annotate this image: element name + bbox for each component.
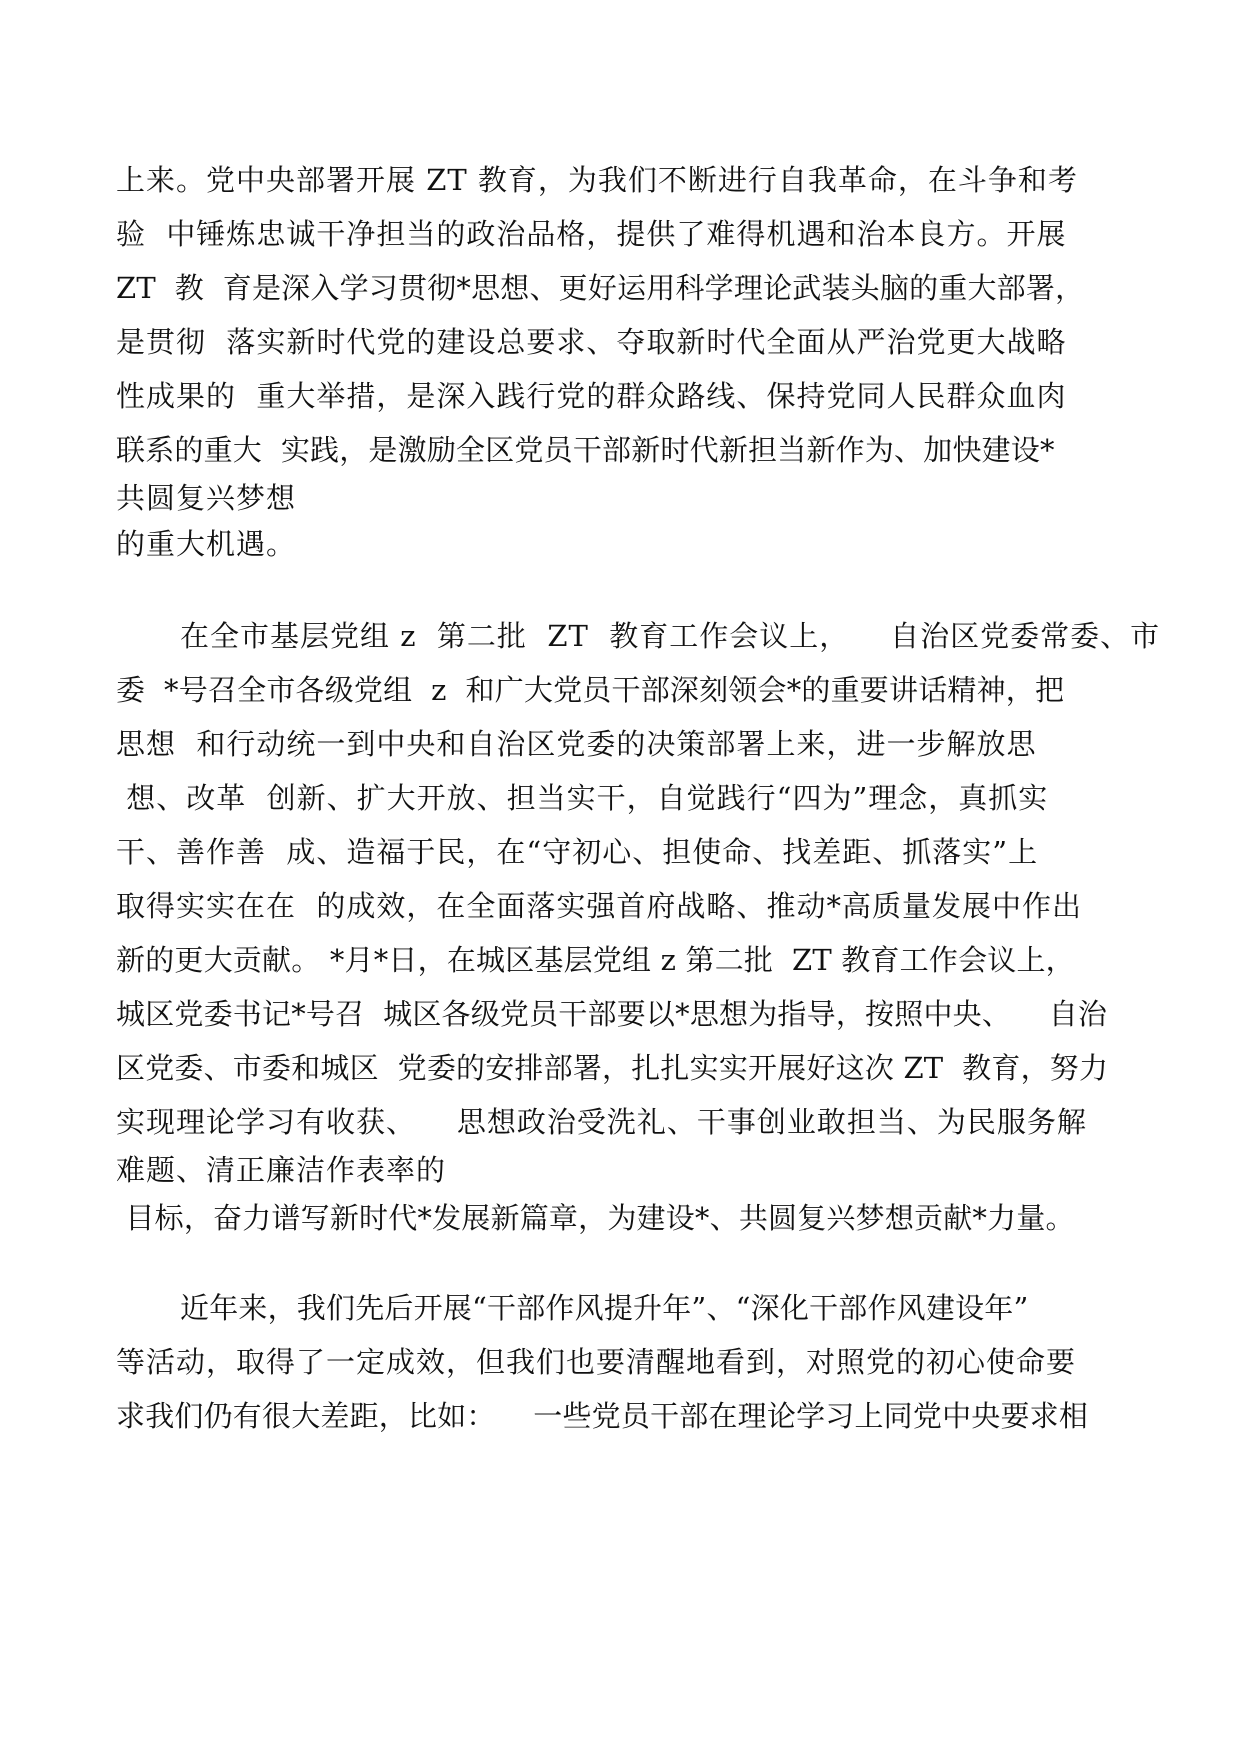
- paragraph-2-line-8: 城区党委书记*号召 城区各级党员干部要以*思想为指导，按照中央、 自治: [116, 997, 1108, 1031]
- paragraph-1-line-2: 验 中锤炼忠诚干净担当的政治品格，提供了难得机遇和治本良方。开展: [116, 217, 1067, 251]
- paragraph-2-line-2: 委 *号召全市各级党组 z 和广大党员干部深刻领会*的重要讲话精神，把: [116, 673, 1065, 707]
- paragraph-3-line-3: 求我们仍有很大差距，比如： 一些党员干部在理论学习上同党中央要求相: [116, 1399, 1089, 1433]
- paragraph-2-line-7: 新的更大贡献。 *月*日，在城区基层党组 z 第二批 ZT 教育工作会议上，: [116, 943, 1075, 977]
- paragraph-3-line-2: 等活动，取得了一定成效，但我们也要清醒地看到，对照党的初心使命要: [116, 1345, 1077, 1379]
- paragraph-2-line-3: 思想 和行动统一到中央和自治区党委的决策部署上来，进一步解放思: [116, 727, 1037, 761]
- paragraph-1-line-3: ZT 教 育是深入学习贯彻*思想、更好运用科学理论武装头脑的重大部署，: [116, 271, 1085, 305]
- paragraph-2-line-10: 实现理论学习有收获、 思想政治受洗礼、干事创业敢担当、为民服务解: [116, 1105, 1087, 1139]
- paragraph-1-line-1: 上来。党中央部署开展 ZT 教育，为我们不断进行自我革命，在斗争和考: [116, 163, 1078, 197]
- paragraph-2-line-5: 干、善作善 成、造福于民，在“守初心、担使命、找差距、抓落实”上: [116, 835, 1039, 869]
- paragraph-2-line-4: 想、改革 创新、扩大开放、担当实干，自觉践行“四为”理念，真抓实: [116, 781, 1049, 815]
- paragraph-2-line-1: 在全市基层党组 z 第二批 ZT 教育工作会议上， 自治区党委常委、市: [180, 619, 1161, 653]
- paragraph-2-line-12: 目标，奋力谱写新时代*发展新篇章，为建设*、共圆复兴梦想贡献*力量。: [116, 1201, 1075, 1235]
- paragraph-2-line-9: 区党委、市委和城区 党委的安排部署，扎扎实实开展好这次 ZT 教育，努力: [116, 1051, 1109, 1085]
- paragraph-2-line-11: 难题、清正廉洁作表率的: [116, 1153, 447, 1187]
- paragraph-1-line-6: 联系的重大 实践，是激励全区党员干部新时代新担当新作为、加快建设*: [116, 433, 1055, 467]
- paragraph-1-line-4: 是贯彻 落实新时代党的建设总要求、夺取新时代全面从严治党更大战略: [116, 325, 1067, 359]
- paragraph-2-line-6: 取得实实在在 的成效，在全面落实强首府战略、推动*高质量发展中作出: [116, 889, 1082, 923]
- paragraph-1-line-7: 共圆复兴梦想: [116, 481, 297, 515]
- paragraph-3-line-1: 近年来，我们先后开展“干部作风提升年”、“深化干部作风建设年”: [180, 1291, 1029, 1325]
- paragraph-1-line-8: 的重大机遇。: [116, 527, 297, 561]
- paragraph-1-line-5: 性成果的 重大举措，是深入践行党的群众路线、保持党同人民群众血肉: [116, 379, 1067, 413]
